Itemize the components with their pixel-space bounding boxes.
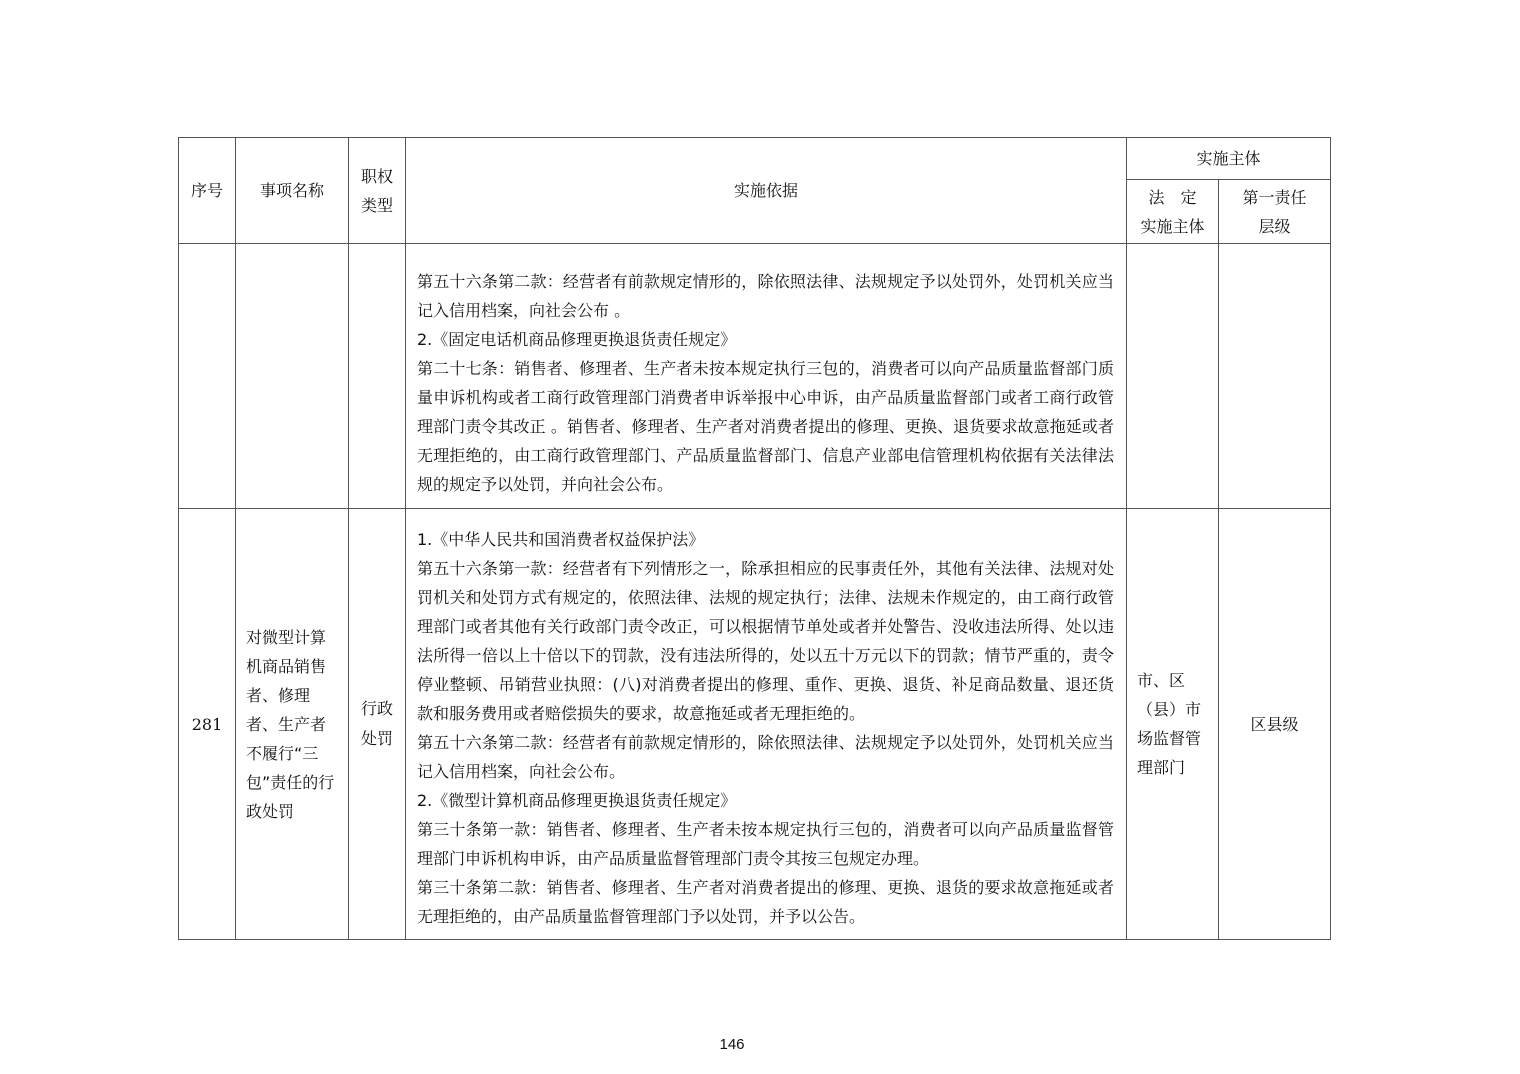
row-seq xyxy=(179,244,236,509)
header-legal-subject-line1: 法 定 xyxy=(1148,187,1197,207)
row-basis xyxy=(406,244,1127,509)
header-type-line2: 类型 xyxy=(360,195,393,215)
page-number: 146 xyxy=(719,1036,745,1053)
row-first-level: 区县级 xyxy=(1219,509,1331,940)
row-name: 对微型计算机商品销售者、修理者、生产者不履行“三包”责任的行政处罚 xyxy=(236,509,349,940)
row-seq: 281 xyxy=(179,509,236,940)
basis-paragraph: 2.《固定电话机商品修理更换退货责任规定》 xyxy=(417,330,737,349)
basis-paragraph: 1.《中华人民共和国消费者权益保护法》 xyxy=(417,530,705,549)
basis-paragraph: 第二十七条：销售者、修理者、生产者未按本规定执行三包的，消费者可以向产品质量监督部门质量申诉机构或者工商行政管理部门消费者申诉举报中心申诉，由产品质量监督部门或者工商行政管理部门责令其改正 。销售者、修理者、生产者对消费者提出的修理、更换、退货要求故意拖延或者无理拒绝的，由工商行政管理部门、产品质量监督部门、信息产业部电信管理机构依据有关法律法规的规定予以处罚，并向社会公布。 xyxy=(417,359,1114,494)
header-basis: 实施依据 xyxy=(406,138,1127,244)
basis-paragraph: 第三十条第二款：销售者、修理者、生产者对消费者提出的修理、更换、退货的要求故意拖延或者无理拒绝的，由产品质量监督管理部门予以处罚，并予以公告。 xyxy=(417,878,1114,926)
header-subject-group: 实施主体 xyxy=(1127,138,1331,180)
header-type-line1: 职权 xyxy=(360,166,393,186)
row-type xyxy=(349,244,406,509)
basis-paragraph: 第五十六条第一款：经营者有下列情形之一，除承担相应的民事责任外，其他有关法律、法规对处罚机关和处罚方式有规定的，依照法律、法规的规定执行；法律、法规未作规定的，由工商行政管理部门或者其他有关行政部门责令改正，可以根据情节单处或者并处警告、没收违法所得、处以违法所得一倍以上十倍以下的罚款，没有违法所得的，处以五十万元以下的罚款；情节严重的，责令停业整顿、吊销营业执照：(八)对消费者提出的修理、重作、更换、退货、补足商品数量、退还货款和服务费用或者赔偿损失的要求，故意拖延或者无理拒绝的。 xyxy=(417,559,1114,723)
header-first-level xyxy=(1219,180,1331,244)
row-basis xyxy=(406,509,1127,940)
authority-table xyxy=(178,137,1331,940)
row-first-level xyxy=(1219,244,1331,509)
basis-paragraph: 2.《微型计算机商品修理更换退货责任规定》 xyxy=(417,791,737,810)
row-type: 行政处罚 xyxy=(349,509,406,940)
header-seq: 序号 xyxy=(179,138,236,244)
header-type xyxy=(349,138,406,244)
basis-paragraph: 第五十六条第二款：经营者有前款规定情形的，除依照法律、法规规定予以处罚外，处罚机关应当记入信用档案，向社会公布 。 xyxy=(417,272,1114,320)
row-legal-subject xyxy=(1127,244,1219,509)
row-name xyxy=(236,244,349,509)
header-first-level-line1: 第一责任 xyxy=(1242,187,1307,207)
header-name: 事项名称 xyxy=(236,138,349,244)
table-row xyxy=(179,509,1331,940)
header-legal-subject-line2: 实施主体 xyxy=(1140,216,1205,236)
header-first-level-line2: 层级 xyxy=(1258,216,1291,236)
header-legal-subject xyxy=(1127,180,1219,244)
row-legal-subject: 市、区（县）市场监督管理部门 xyxy=(1127,509,1219,940)
table-row xyxy=(179,244,1331,509)
basis-paragraph: 第五十六条第二款：经营者有前款规定情形的，除依照法律、法规规定予以处罚外，处罚机关应当记入信用档案，向社会公布。 xyxy=(417,733,1114,781)
basis-paragraph: 第三十条第一款：销售者、修理者、生产者未按本规定执行三包的，消费者可以向产品质量监督管理部门申诉机构申诉，由产品质量监督管理部门责令其按三包规定办理。 xyxy=(417,820,1114,868)
